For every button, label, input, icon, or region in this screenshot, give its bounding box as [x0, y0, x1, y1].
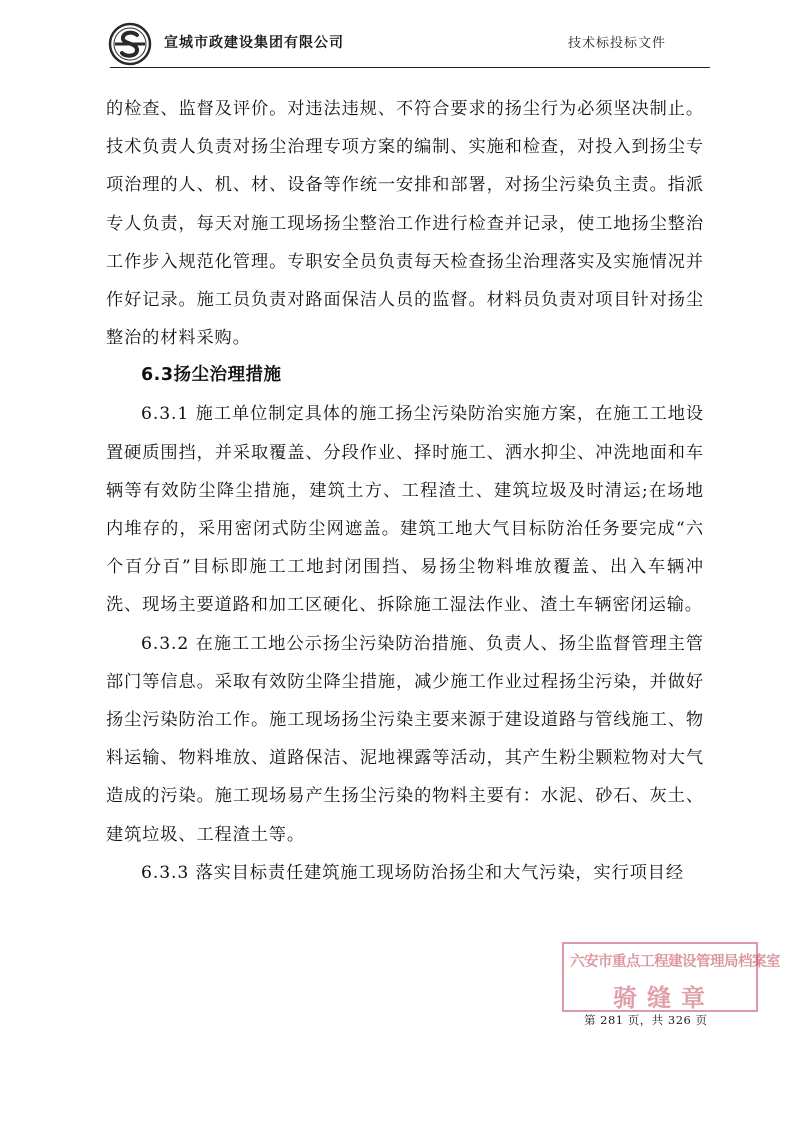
- stamp-organization: 六安市重点工程建设管理局档案室: [570, 954, 780, 970]
- page-number: 第 281 页，共 326 页: [584, 1013, 708, 1027]
- body-content: [106, 90, 704, 892]
- page-header: [108, 22, 708, 70]
- header-divider: [110, 67, 710, 68]
- section-heading: 6.3扬尘治理措施: [141, 365, 282, 386]
- company-name: 宣城市政建设集团有限公司: [164, 35, 344, 51]
- paragraph-6-3-3: 6.3.3 落实目标责任建筑施工现场防治扬尘和大气污染，实行项目经: [141, 862, 684, 883]
- paragraph-6-3-2: 6.3.2 在施工工地公示扬尘污染防治措施、负责人、扬尘监督管理主管部门等信息。采取有效防尘降尘措施，减少施工作业过程扬尘污染，并做好扬尘污染防治工作。施工现场扬尘污染主要来源于建设道路与管线施工、物料运输、物料堆放、道路保洁、泥地裸露等活动，其产生粉尘颗粒物对大气造成的污染。施工现场易产生扬尘污染的物料主要有：水泥、砂石、灰土、建筑垃圾、工程渣土等。: [106, 633, 704, 845]
- paragraph-continued: 的检查、监督及评价。对违法违规、不符合要求的扬尘行为必须坚决制止。技术负责人负责对扬尘治理专项方案的编制、实施和检查，对投入到扬尘专项治理的人、机、材、设备等作统一安排和部署，对扬尘污染负主责。指派专人负责，每天对施工现场扬尘整治工作进行检查并记录，使工地扬尘整治工作步入规范化管理。专职安全员负责每天检查扬尘治理落实及实施情况并作好记录。施工员负责对路面保洁人员的监督。材料员负责对项目针对扬尘整治的材料采购。: [106, 99, 704, 349]
- paragraph-6-3-1: 6.3.1 施工单位制定具体的施工扬尘污染防治实施方案，在施工工地设置硬质围挡，并采取覆盖、分段作业、择时施工、洒水抑尘、冲洗地面和车辆等有效防尘降尘措施，建筑土方、工程渣土、建筑垃圾及时清运;在场地内堆存的，采用密闭式防尘网遮盖。建筑工地大气目标防治任务要完成“六个百分百”目标即施工工地封闭围挡、易扬尘物料堆放覆盖、出入车辆冲洗、现场主要道路和加工区硬化、拆除施工湿法作业、渣土车辆密闭运输。: [106, 404, 704, 616]
- stamp-title: 骑缝章: [613, 983, 715, 1012]
- company-logo-icon: [108, 22, 152, 66]
- archive-seal-stamp: [562, 942, 780, 1012]
- document-type-label: 技术标投标文件: [568, 36, 667, 51]
